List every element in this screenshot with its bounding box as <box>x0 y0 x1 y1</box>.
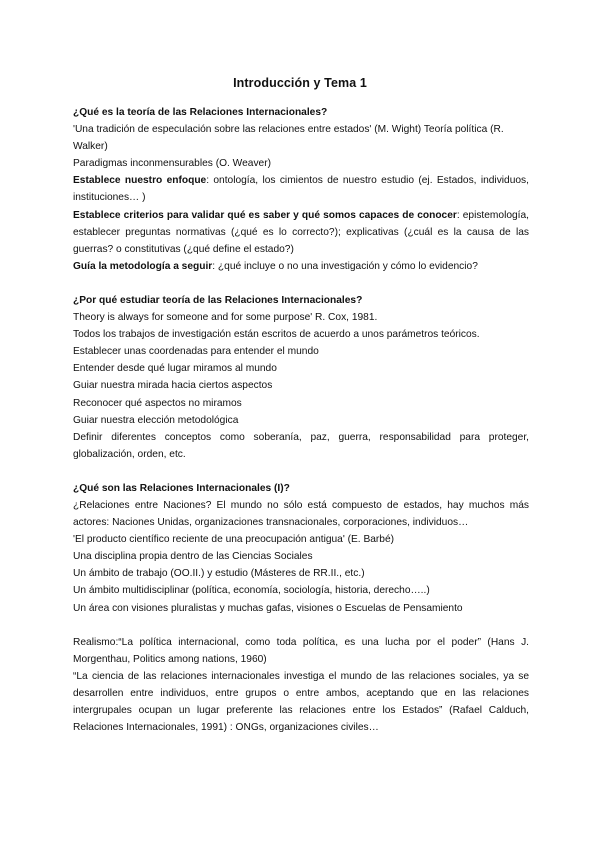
document-body <box>73 104 529 753</box>
paragraph <box>73 258 529 275</box>
term-text: : ontología, los cimientos de nuestro estudio (ej. Estados, individuos, instituciones… ) <box>73 175 529 204</box>
paragraph: Todos los trabajos de investigación están escritos de acuerdo a unos parámetros teóricos. <box>73 329 480 341</box>
term-label: Establece nuestro enfoque <box>73 175 207 187</box>
section-what-are-ir <box>73 480 529 617</box>
section-heading: ¿Qué son las Relaciones Internacionales (I)? <box>73 482 290 494</box>
term-text: : epistemología, establecer preguntas normativas (¿qué es lo correcto?); explicativas (¿cuál es la causa de las guerras? o constitutivas (¿qué define el estado?) <box>73 209 529 255</box>
term-text: : ¿qué incluye o no una investigación y cómo lo evidencio? <box>212 260 478 272</box>
paragraph: 'El producto científico reciente de una preocupación antigua' (E. Barbé) <box>73 534 395 546</box>
paragraph: Reconocer qué aspectos no miramos <box>73 397 242 409</box>
paragraph: Definir diferentes conceptos como soberanía, paz, guerra, responsabilidad para proteger, globalización, orden, etc. <box>73 431 529 460</box>
paragraph: Una disciplina propia dentro de las Ciencias Sociales <box>73 551 313 563</box>
document-title: Introducción y Tema 1 <box>233 76 367 90</box>
paragraph: Theory is always for someone and for some purpose' R. Cox, 1981. <box>73 312 378 324</box>
paragraph: Realismo:“La política internacional, como toda política, es una lucha por el poder” (Hans J. Morgenthau, Politics among nations, 1960) <box>73 636 529 665</box>
paragraph: Guiar nuestra elección metodológica <box>73 414 239 426</box>
paragraph: Guiar nuestra mirada hacia ciertos aspectos <box>73 380 273 392</box>
section-definitions <box>73 634 529 737</box>
section-why-study-theory <box>73 292 529 463</box>
paragraph <box>73 172 529 206</box>
paragraph: Establecer unas coordenadas para entender el mundo <box>73 346 319 358</box>
paragraph <box>73 207 529 258</box>
section-heading: ¿Qué es la teoría de las Relaciones Internacionales? <box>73 107 328 118</box>
paragraph: “La ciencia de las relaciones internacionales investiga el mundo de las relaciones sociales, ya se desarrollen entre individuos, entre grupos o entre ambos, aceptando que en las relaciones intergrupales ocupan un lugar preferente las relaciones entre los Estados” (Rafael Calduch, Relaciones Internacionales, 1991) : ONGs, organizaciones civiles… <box>73 670 529 734</box>
paragraph: Un ámbito multidisciplinar (política, economía, sociología, historia, derecho…..) <box>73 585 430 597</box>
paragraph: Entender desde qué lugar miramos al mundo <box>73 363 277 375</box>
paragraph: ¿Relaciones entre Naciones? El mundo no sólo está compuesto de estados, hay muchos más actores: Naciones Unidas, organizaciones transnacionales, corporaciones, individuos… <box>73 499 529 529</box>
paragraph: 'Una tradición de especulación sobre las relaciones entre estados' (M. Wight) Teoría política (R. Walker) <box>73 124 504 153</box>
section-what-is-theory <box>73 104 529 275</box>
paragraph: Un ámbito de trabajo (OO.II.) y estudio (Másteres de RR.II., etc.) <box>73 568 365 580</box>
term-label: Establece criterios para validar qué es saber y qué somos capaces de conocer <box>73 209 457 221</box>
term-label: Guía la metodología a seguir <box>73 260 213 272</box>
paragraph: Paradigmas inconmensurables (O. Weaver) <box>73 158 271 170</box>
paragraph: Un área con visiones pluralistas y muchas gafas, visiones o Escuelas de Pensamiento <box>73 602 463 614</box>
section-heading: ¿Por qué estudiar teoría de las Relaciones Internacionales? <box>73 294 363 306</box>
